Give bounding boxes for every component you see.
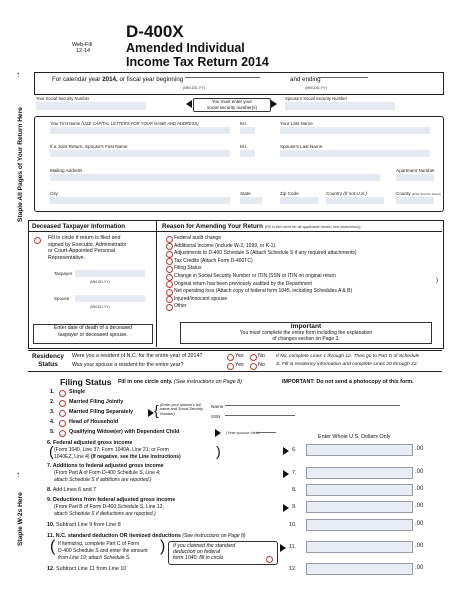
line12-num: 12. xyxy=(47,566,55,572)
spouse-resident-no-label: No xyxy=(258,362,265,368)
arrow-up-icon: ↑ xyxy=(16,470,20,479)
line6-desc2-text: 1040EZ, Line 4) xyxy=(54,454,90,460)
line6-paren-right: ) xyxy=(216,443,221,459)
line10-amount-field[interactable] xyxy=(306,519,413,531)
resident-no-label: No xyxy=(258,353,265,359)
filing-status-subtitle xyxy=(118,379,242,385)
mmddyy-label: (MM-DD-YY) xyxy=(183,86,205,90)
photocopy-warning: IMPORTANT: Do not send a photocopy of this form. xyxy=(282,379,414,385)
mmddyy-label: (MM-DD-YY) xyxy=(305,86,327,90)
mi-field[interactable] xyxy=(240,127,255,134)
mi-label: M.I. xyxy=(240,144,248,149)
spouse-label: Spouse xyxy=(54,296,70,301)
line6-title: 6. Federal adjusted gross income xyxy=(47,440,133,446)
line6-paren-left: ( xyxy=(49,443,54,459)
year-spouse-died-label: (Year spouse died) xyxy=(226,430,260,435)
line8-label xyxy=(47,487,96,493)
line8-number: 8. xyxy=(292,487,297,493)
line9-amount-field[interactable] xyxy=(306,501,413,513)
mi-label: M.I. xyxy=(240,121,248,126)
line11-title xyxy=(47,533,245,539)
line12-amount-field[interactable] xyxy=(306,563,413,575)
spouse-bracket: { xyxy=(154,402,159,418)
important-rule xyxy=(180,325,430,326)
reason-radio[interactable] xyxy=(166,236,173,243)
deceased-radio[interactable] xyxy=(34,237,41,244)
line8-text: Add Lines 6 and 7 xyxy=(52,487,97,493)
county-note: (Enter first five letters) xyxy=(411,192,442,196)
fiscal-begin-field[interactable] xyxy=(185,77,260,78)
line9-cents: .00 xyxy=(415,503,424,509)
death-note-line1: Enter date of death of a deceased xyxy=(53,325,133,331)
fiscal-end-field[interactable] xyxy=(318,77,368,78)
line9-desc1: (From Part B of Form D-400 Schedule S, Line 12; xyxy=(54,504,164,510)
filing-status-title: Filing Status xyxy=(60,377,112,387)
period-year: 2014, xyxy=(102,76,118,83)
reasons-note: (Fill in the circle for all applicable boxes; see instructions) xyxy=(264,225,361,229)
county-text: County xyxy=(396,191,411,196)
residency-note2: S. Fill in residency information and complete Lines 20 through 22. xyxy=(276,362,418,367)
line11-see: (See instructions on Page 8) xyxy=(182,533,246,539)
reason-radio[interactable] xyxy=(166,266,173,273)
spouse-ssn-field-fs[interactable] xyxy=(225,415,295,416)
residency-q1: Were you a resident of N.C. for the entire year of 2014? xyxy=(72,353,203,359)
header-divider xyxy=(28,231,442,232)
line12-text: Subtract Line 11 from Line 10 xyxy=(56,566,127,572)
spouse-ssn-label-fs: SSN xyxy=(211,414,221,419)
last-name-field[interactable] xyxy=(280,127,430,134)
zip-label: Zip Code xyxy=(280,191,299,196)
filing-option-number: 4. xyxy=(50,419,55,425)
residency-bottom-rule xyxy=(28,371,442,372)
filing-option-number: 2. xyxy=(50,399,55,405)
state-label: State xyxy=(240,191,251,196)
ssn-note-box xyxy=(193,98,271,112)
line11-paren-right: ) xyxy=(160,538,166,555)
standard-deduction-box xyxy=(168,541,278,565)
spouse-ssn-field[interactable] xyxy=(285,102,395,110)
arrow-up-icon: ↑ xyxy=(16,70,20,79)
filing-option-number: 3. xyxy=(50,409,55,415)
deceased-line1: Fill in circle if return is filed and xyxy=(48,235,121,241)
line10-cents: .00 xyxy=(415,521,424,527)
reason-label: Filing Status xyxy=(174,265,202,272)
county-field[interactable] xyxy=(396,197,434,204)
spouse-resident-yes-label: Yes xyxy=(235,362,244,368)
reasons-title xyxy=(162,223,361,230)
line8-num: 8. xyxy=(47,487,52,493)
spouse-name-field[interactable] xyxy=(225,405,400,406)
residency-label1: Residency xyxy=(32,353,64,360)
arrow-left-icon xyxy=(186,100,192,108)
deceased-line4: Representative. xyxy=(48,254,86,261)
line11-desc3: from Line 19; attach Schedule S. xyxy=(58,555,131,561)
spouse-last-name-label: Spouse's Last Name xyxy=(280,144,323,149)
apartment-label: Apartment Number xyxy=(396,168,435,173)
mailing-address-field[interactable] xyxy=(50,174,380,181)
residency-label2: Status xyxy=(38,361,58,368)
state-field[interactable] xyxy=(240,197,262,204)
residency-q2: Was your spouse a resident for the entire year? xyxy=(72,362,184,368)
reason-label: Other xyxy=(174,303,187,310)
residency-note1: If No, complete Lines 1 through 12. Then go to Part D of Schedule xyxy=(276,354,420,359)
filing-option-number: 1. xyxy=(50,389,55,395)
deceased-line2: signed by Executor, Administrator xyxy=(48,241,127,248)
filing-see: (See instructions on Page 8) xyxy=(173,379,242,385)
line9-title: 9. Deductions from federal adjusted gross income xyxy=(47,497,176,503)
spouse-first-name-field[interactable] xyxy=(50,150,230,157)
line6-amount-field[interactable] xyxy=(306,444,413,456)
spouse-last-name-field[interactable] xyxy=(280,150,430,157)
period-suffix: or fiscal year beginning xyxy=(119,76,184,83)
line7-number: 7. xyxy=(292,470,297,476)
resident-no-radio[interactable] xyxy=(250,354,257,361)
spouse-first-name-label: If a Joint Return, Spouse's First Name xyxy=(50,144,128,149)
staple-all-pages-text: Staple All Pages of Your Return Here xyxy=(17,107,24,222)
filing-status-radio[interactable] xyxy=(59,420,66,427)
line11-number: 11. xyxy=(289,544,297,550)
deceased-title: Deceased Taxpayer Information xyxy=(32,223,126,230)
country-text: Country xyxy=(326,191,343,196)
line9-number: 9. xyxy=(292,504,297,510)
web-fill-date: 12-14 xyxy=(76,48,91,54)
reasons-title-text: Reason for Amending Your Return xyxy=(162,223,263,230)
deceased-line3: or Court-Appointed Personal xyxy=(48,248,116,255)
line11-desc1: If itemizing, complete Part C of Form xyxy=(58,541,140,547)
reason-radio[interactable] xyxy=(166,289,173,296)
line10-num: 10. xyxy=(47,522,55,528)
line11-cents: .00 xyxy=(415,543,424,549)
line11-amount-field[interactable] xyxy=(306,541,413,553)
country-label xyxy=(326,191,367,196)
first-name-label: Your First Name (USE CAPITAL LETTERS FOR YOUR NAME AND ADDRESS) xyxy=(50,121,199,126)
your-ssn-field[interactable] xyxy=(36,102,146,110)
mailing-address-label: Mailing Address xyxy=(50,168,83,173)
standard-deduction-radio[interactable] xyxy=(266,556,273,563)
line6-desc1: (Form 1040, Line 37; Form 1040A, Line 21; or Form xyxy=(54,447,169,453)
year-spouse-died-field[interactable] xyxy=(256,432,276,433)
arrow-right-icon xyxy=(283,447,289,455)
and-ending-label: and ending xyxy=(290,76,321,83)
last-name-label: Your Last Name xyxy=(280,121,313,126)
reason-label: Tax Credits (Attach Form D-400TC) xyxy=(174,257,253,264)
reason-label: Change in Social Security Number or ITIN (SSN or ITIN on original return xyxy=(174,273,337,279)
line7-desc2: attach Schedule S if additions are reported.) xyxy=(54,477,152,483)
reason-label: Original return has been previously audited by the Department xyxy=(174,280,312,287)
county-label xyxy=(396,191,441,196)
line8-cents: .00 xyxy=(415,486,424,492)
std-box-line3: form 1040, fill in circle xyxy=(173,555,224,562)
your-ssn-label: Your Social Security Number xyxy=(36,96,90,101)
line7-cents: .00 xyxy=(415,469,424,475)
line9-desc2: attach Schedule S if deductions are reported.) xyxy=(54,511,156,517)
spouse-note: (Enter your spouse's full name and Social Security Number) xyxy=(160,403,204,416)
period-prefix: For calendar year xyxy=(52,76,101,83)
arrow-right-icon xyxy=(283,470,289,478)
period-text xyxy=(52,76,183,83)
line7-title: 7. Additions to federal adjusted gross income xyxy=(47,463,164,469)
line12-number: 12. xyxy=(289,566,297,572)
reason-label: Additional Income (include W-2, 1099, or K-1) xyxy=(174,242,276,249)
filing-status-label: Qualifying Widow(er) with Dependent Child xyxy=(69,429,180,435)
country-field[interactable] xyxy=(326,197,384,204)
line6-desc2 xyxy=(54,454,181,460)
reason-radio[interactable] xyxy=(166,304,173,311)
resident-yes-radio[interactable] xyxy=(227,354,234,361)
city-field[interactable] xyxy=(50,197,230,204)
filing-status-label: Single xyxy=(69,389,86,395)
line10-text: Subtract Line 9 from Line 8 xyxy=(56,522,121,528)
line11-title-text: 11. N.C. standard deduction OR itemized deductions xyxy=(47,533,181,539)
form-number: D-400X xyxy=(126,22,184,41)
reason-label: Net operating loss (Attach copy of federal form 1045, including Schedules A & B) xyxy=(174,288,353,295)
taxpayer-death-date-field[interactable] xyxy=(75,270,145,277)
reason-label: Adjustments to D-400 Schedule S (Attach Schedule S if any required attachments) xyxy=(174,250,357,257)
spouse-ssn-label: Spouse's Social Security Number xyxy=(285,96,348,101)
line6-desc3: (If negative, see the Line instructions) xyxy=(90,454,181,460)
line7-desc1: (From Part A of Form D-400 Schedule S, Line 4; xyxy=(54,470,161,476)
reason-label: Injured/innocent spouse xyxy=(174,295,228,302)
important-line1: You must complete the entire form including the explanation xyxy=(239,330,373,336)
line12-cents: .00 xyxy=(415,565,424,571)
form-title-line1: Amended Individual xyxy=(126,41,245,55)
arrow-right-icon xyxy=(215,429,221,437)
line6-cents: .00 xyxy=(415,446,424,452)
filing-subtitle: Fill in one circle only. xyxy=(118,379,173,385)
arrow-right-icon xyxy=(283,504,289,512)
line10-number: 10. xyxy=(289,522,297,528)
arrow-right-icon xyxy=(271,100,277,108)
filing-status-label: Head of Household xyxy=(69,419,119,425)
filing-status-label: Married Filing Jointly xyxy=(69,399,124,405)
line10-label xyxy=(47,522,121,528)
reason-radio[interactable] xyxy=(166,274,173,281)
arrow-right-icon xyxy=(280,544,286,552)
deceased-divider xyxy=(156,220,157,347)
first-name-field[interactable] xyxy=(50,127,230,134)
taxpayer-label: Taxpayer xyxy=(54,271,73,276)
important-title: Important xyxy=(290,323,322,330)
death-date-note xyxy=(33,324,153,344)
spouse-mi-field[interactable] xyxy=(240,150,255,157)
filing-status-radio[interactable] xyxy=(59,410,66,417)
mmddyy-label: (MM-DD-YY) xyxy=(90,280,110,284)
resident-yes-label: Yes xyxy=(235,353,244,359)
spouse-name-label: Name xyxy=(211,404,224,409)
line7-amount-field[interactable] xyxy=(306,467,413,479)
spouse-death-date-field[interactable] xyxy=(75,295,145,302)
line6-number: 6. xyxy=(292,447,297,453)
filing-status-label: Married Filing Separately xyxy=(69,409,134,415)
std-box-line1: If you claimed the standard xyxy=(173,543,236,549)
reason-label: Federal audit change xyxy=(174,235,221,241)
death-note-line2: taxpayer or deceased spouse. xyxy=(58,332,128,338)
mmddyy-label: (MM-DD-YY) xyxy=(90,305,110,309)
ssn-note-line2: social security number(s) xyxy=(206,104,257,110)
apartment-field[interactable] xyxy=(396,174,434,181)
important-line2: of changes section on Page 3. xyxy=(272,336,340,342)
country-note: (If not U.S.) xyxy=(343,191,367,196)
residency-top-rule xyxy=(28,350,442,351)
zip-field[interactable] xyxy=(280,197,318,204)
form-title-line2: Income Tax Return 2014 xyxy=(126,55,269,69)
line12-label xyxy=(47,566,126,572)
filing-option-number: 5. xyxy=(50,429,55,435)
filing-status-radio[interactable] xyxy=(59,400,66,407)
web-fill-label: Web-Fill xyxy=(72,42,93,48)
whole-dollars-label: Enter Whole U.S. Dollars Only xyxy=(318,434,391,440)
residency-note xyxy=(276,353,419,369)
city-label: City xyxy=(50,191,58,196)
line11-desc2: D-400 Schedule S and enter the amount xyxy=(58,548,148,554)
residency-label xyxy=(32,353,64,369)
spouse-resident-yes-radio[interactable] xyxy=(227,363,234,370)
deceased-desc xyxy=(48,235,127,261)
reason-radio[interactable] xyxy=(166,251,173,258)
ssn-note-line1: You must enter your xyxy=(211,99,253,104)
spouse-resident-no-radio[interactable] xyxy=(250,363,257,370)
staple-w2-text: Staple W-2s Here xyxy=(17,492,24,546)
line11-paren-left: ( xyxy=(50,538,56,555)
filing-status-radio[interactable] xyxy=(59,430,66,437)
line8-amount-field[interactable] xyxy=(306,484,413,496)
filing-status-radio[interactable] xyxy=(59,390,66,397)
std-box-line2: deduction on federal xyxy=(173,549,221,556)
reason-close-paren: ) xyxy=(436,278,438,284)
